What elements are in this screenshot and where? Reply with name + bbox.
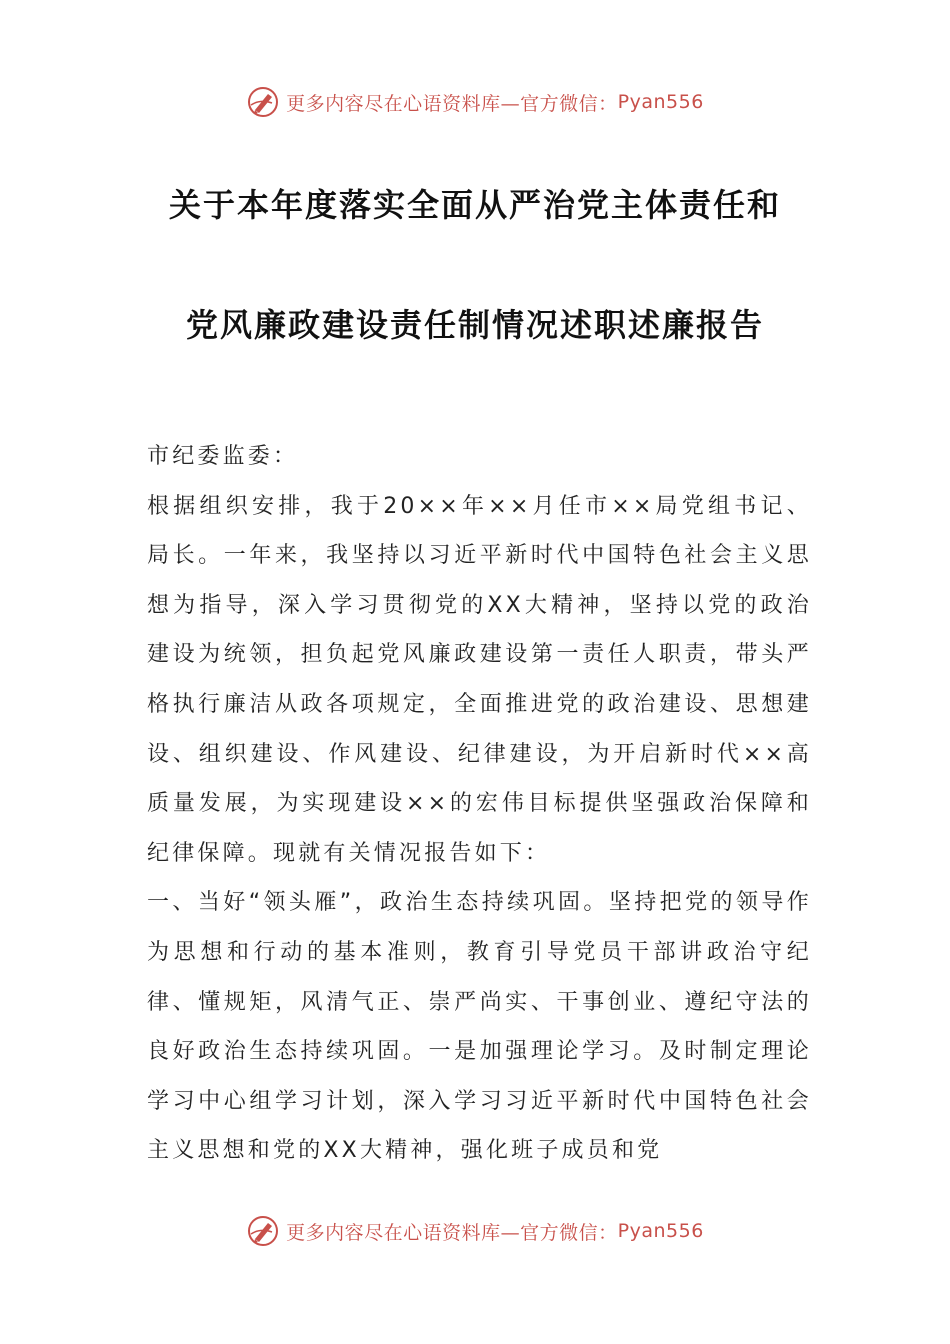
watermark-footer — [0, 1211, 950, 1251]
document-title-line-2: 党风廉政建设责任制情况述职述廉报告 — [185, 306, 764, 344]
document-title-line-1: 关于本年度落实全面从严治党主体责任和 — [168, 186, 781, 224]
paragraph-intro: 根据组织安排，我于20××年××月任市××局党组书记、局长。一年来，我坚持以习近平新时代中国特色社会主义思想为指导，深入学习贯彻党的XX大精神，坚持以党的政治建设为统领，担负起党风廉政建设第一责任人职责，带头严格执行廉洁从政各项规定，全面推进党的政治建设、思想建设、组织建设、作风建设、纪律建设，为开启新时代××高质量发展，为实现建设××的宏伟目标提供坚强政治保障和纪律保障。现就有关情况报告如下： — [147, 493, 812, 866]
watermark-text: 更多内容尽在心语资料库—官方微信： — [286, 1221, 618, 1244]
pen-logo-icon — [246, 85, 280, 119]
watermark-wechat-id: Pyan556 — [617, 91, 704, 113]
document-body — [147, 432, 812, 1176]
watermark-header — [0, 82, 950, 122]
watermark-wechat-id: Pyan556 — [617, 1220, 704, 1242]
pen-logo-icon — [246, 1214, 280, 1248]
watermark-text: 更多内容尽在心语资料库—官方微信： — [286, 92, 618, 115]
paragraph-section-1: 一、当好“领头雁”，政治生态持续巩固。坚持把党的领导作为思想和行动的基本准则，教育引导党员干部讲政治守纪律、懂规矩，风清气正、崇严尚实、干事创业、遵纪守法的良好政治生态持续巩固。一是加强理论学习。及时制定理论学习中心组学习计划，深入学习习近平新时代中国特色社会主义思想和党的XX大精神，强化班子成员和党 — [147, 890, 812, 1164]
salutation: 市纪委监委： — [147, 444, 299, 469]
